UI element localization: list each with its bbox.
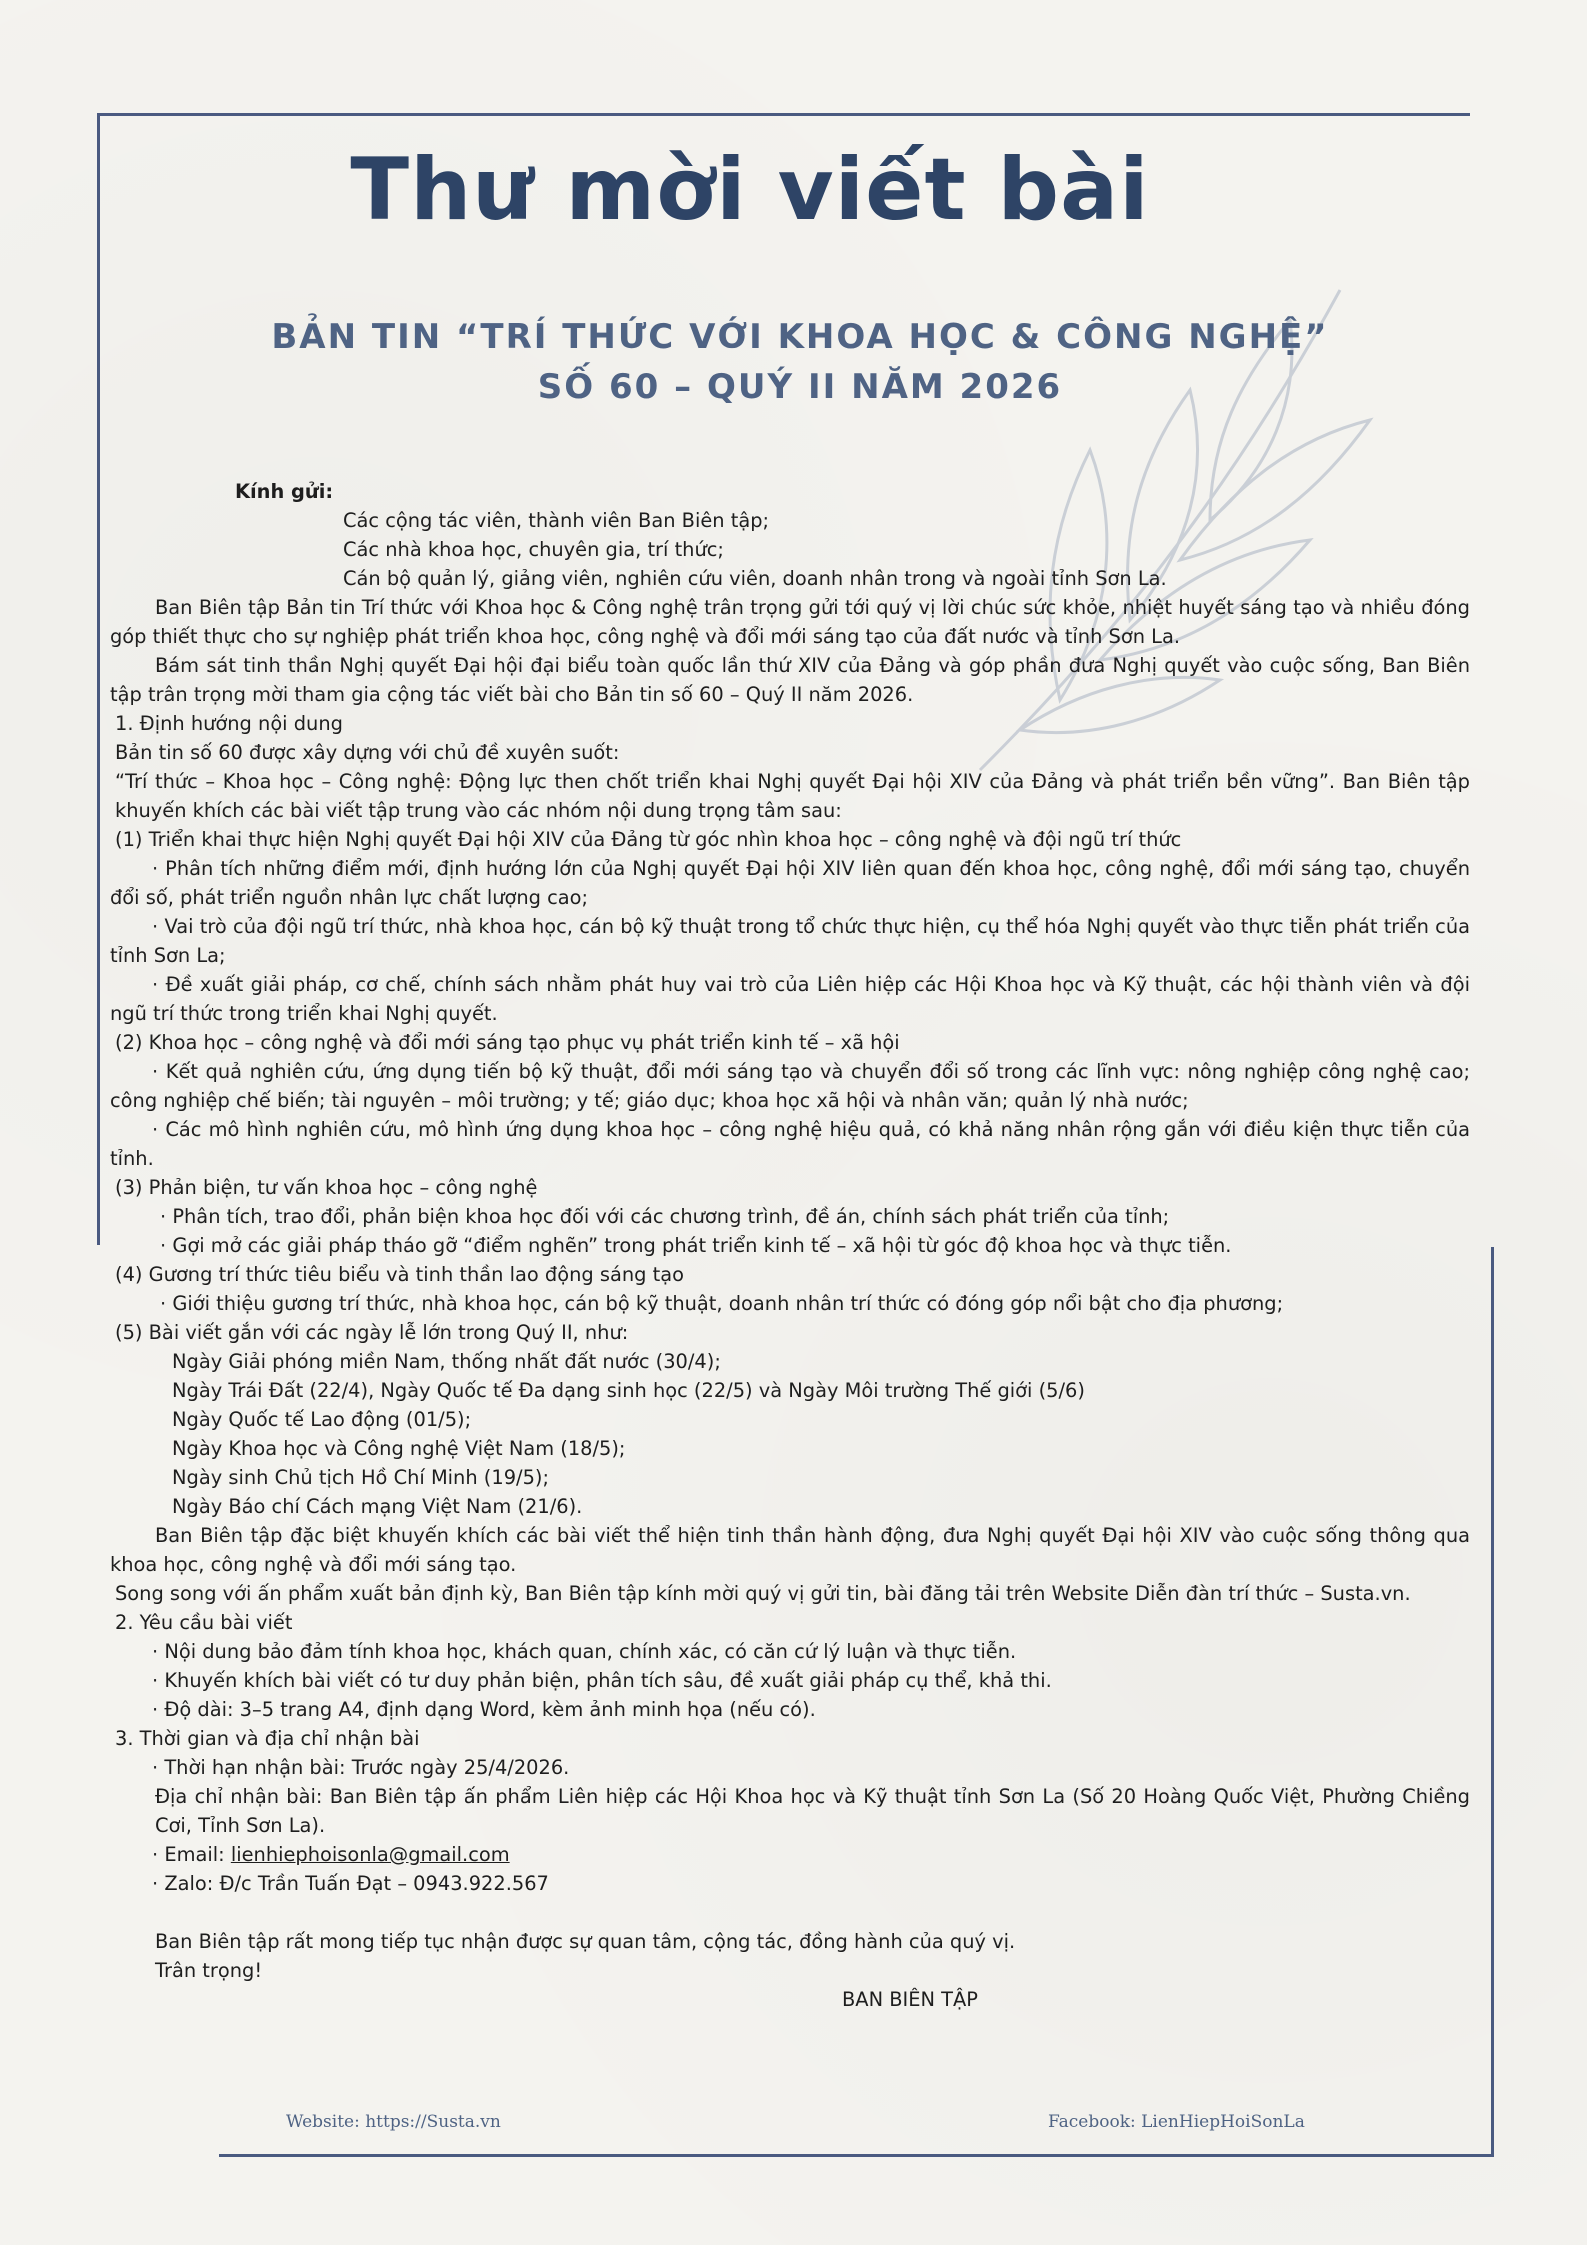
- recipient-line: Các cộng tác viên, thành viên Ban Biên tập;: [343, 509, 770, 532]
- regards: Trân trọng!: [155, 1959, 263, 1982]
- bullet-item: · Vai trò của đội ngũ trí thức, nhà khoa học, cán bộ kỹ thuật trong tổ chức thực hiện, cụ thể hóa Nghị quyết vào thực tiễn phát triển của tỉnh Sơn La;: [110, 915, 1470, 967]
- theme-paragraph: “Trí thức – Khoa học – Công nghệ: Động lực then chốt triển khai Nghị quyết Đại hội XIV của Đảng và phát triển bền vững”. Ban Biên tập khuyến khích các bài viết tập trung vào các nhóm nội dung trọng tâm sau:: [115, 770, 1470, 822]
- frame-top-line: [97, 113, 1470, 116]
- page-title: Thư mời viết bài: [350, 140, 1150, 240]
- address-paragraph: Địa chỉ nhận bài: Ban Biên tập ấn phẩm Liên hiệp các Hội Khoa học và Kỹ thuật tỉnh Sơn La (Số 20 Hoàng Quốc Việt, Phường Chiềng Cơi, Tỉnh Sơn La).: [155, 1785, 1470, 1837]
- footer-website[interactable]: Website: https://Susta.vn: [286, 2112, 501, 2132]
- bullet-item: · Các mô hình nghiên cứu, mô hình ứng dụng khoa học – công nghệ hiệu quả, có khả năng nhân rộng gắn với điều kiện thực tiễn của tỉnh.: [110, 1118, 1470, 1170]
- signature: BAN BIÊN TẬP: [842, 1988, 978, 2011]
- zalo-item: · Zalo: Đ/c Trần Tuấn Đạt – 0943.922.567: [152, 1872, 549, 1895]
- intro-paragraph: Bám sát tinh thần Nghị quyết Đại hội đại biểu toàn quốc lần thứ XIV của Đảng và góp phần đưa Nghị quyết vào cuộc sống, Ban Biên tập trân trọng mời tham gia cộng tác viết bài cho Bản tin số 60 – Quý II năm 2026.: [110, 654, 1470, 706]
- intro-paragraph: Ban Biên tập Bản tin Trí thức với Khoa học & Công nghệ trân trọng gửi tới quý vị lời chúc sức khỏe, nhiệt huyết sáng tạo và nhiều đóng góp thiết thực cho sự nghiệp phát triển khoa học, công nghệ và đổi mới sáng tạo của đất nước và tỉnh Sơn La.: [110, 596, 1470, 648]
- frame-bottom-line: [219, 2154, 1494, 2157]
- recipient-line: Cán bộ quản lý, giảng viên, nghiên cứu viên, doanh nhân trong và ngoài tỉnh Sơn La.: [343, 567, 1167, 590]
- subtitle-issue: SỐ 60 – QUÝ II NĂM 2026: [537, 367, 1063, 407]
- section-heading: 3. Thời gian và địa chỉ nhận bài: [115, 1727, 420, 1750]
- email-link[interactable]: lienhiephoisonla@gmail.com: [230, 1843, 510, 1866]
- holiday-item: Ngày Quốc tế Lao động (01/5);: [172, 1408, 472, 1431]
- letter-body: [110, 477, 1470, 2014]
- frame-right-line: [1491, 1247, 1494, 2156]
- topic-heading: (5) Bài viết gắn với các ngày lễ lớn trong Quý II, như:: [115, 1321, 629, 1344]
- bullet-item: · Kết quả nghiên cứu, ứng dụng tiến bộ kỹ thuật, đổi mới sáng tạo và chuyển đổi số trong các lĩnh vực: nông nghiệp công nghệ cao; công nghiệp chế biến; tài nguyên – môi trường; y tế; giáo dục; khoa học xã hội và nhân văn; quản lý nhà nước;: [110, 1060, 1470, 1112]
- email-label: · Email:: [152, 1843, 231, 1866]
- bullet-item: · Khuyến khích bài viết có tư duy phản biện, phân tích sâu, đề xuất giải pháp cụ thể, khả thi.: [152, 1669, 1052, 1692]
- topic-heading: (4) Gương trí thức tiêu biểu và tinh thần lao động sáng tạo: [115, 1263, 684, 1286]
- email-item: [110, 1840, 1470, 1869]
- topic-heading: (1) Triển khai thực hiện Nghị quyết Đại hội XIV của Đảng từ góc nhìn khoa học – công nghệ và đội ngũ trí thức: [115, 828, 1182, 851]
- holiday-item: Ngày Trái Đất (22/4), Ngày Quốc tế Đa dạng sinh học (22/5) và Ngày Môi trường Thế giới (5/6): [172, 1379, 1085, 1402]
- frame-left-line: [97, 113, 100, 1245]
- bullet-item: · Nội dung bảo đảm tính khoa học, khách quan, chính xác, có căn cứ lý luận và thực tiễn.: [152, 1640, 1017, 1663]
- spacer: [110, 1898, 1470, 1927]
- bullet-item: · Phân tích, trao đổi, phản biện khoa học đối với các chương trình, đề án, chính sách phát triển của tỉnh;: [160, 1205, 1170, 1228]
- recipient-line: Các nhà khoa học, chuyên gia, trí thức;: [343, 538, 724, 561]
- section-heading: 1. Định hướng nội dung: [115, 712, 343, 735]
- deadline-item: · Thời hạn nhận bài: Trước ngày 25/4/2026.: [152, 1756, 570, 1779]
- topic-heading: (3) Phản biện, tư vấn khoa học – công nghệ: [115, 1176, 538, 1199]
- holiday-item: Ngày Báo chí Cách mạng Việt Nam (21/6).: [172, 1495, 583, 1518]
- holiday-item: Ngày sinh Chủ tịch Hồ Chí Minh (19/5);: [172, 1466, 550, 1489]
- section-lead: Bản tin số 60 được xây dựng với chủ đề xuyên suốt:: [115, 741, 620, 764]
- website-note: Song song với ấn phẩm xuất bản định kỳ, Ban Biên tập kính mời quý vị gửi tin, bài đăng tải trên Website Diễn đàn trí thức – Susta.vn.: [115, 1582, 1411, 1605]
- closing-paragraph: Ban Biên tập rất mong tiếp tục nhận được sự quan tâm, cộng tác, đồng hành của quý vị.: [155, 1930, 1016, 1953]
- bullet-item: · Đề xuất giải pháp, cơ chế, chính sách nhằm phát huy vai trò của Liên hiệp các Hội Khoa học và Kỹ thuật, các hội thành viên và đội ngũ trí thức trong triển khai Nghị quyết.: [110, 973, 1470, 1025]
- salutation: Kính gửi:: [235, 480, 334, 503]
- bullet-item: · Giới thiệu gương trí thức, nhà khoa học, cán bộ kỹ thuật, doanh nhân trí thức có đóng góp nổi bật cho địa phương;: [160, 1292, 1284, 1315]
- encourage-paragraph: Ban Biên tập đặc biệt khuyến khích các bài viết thể hiện tinh thần hành động, đưa Nghị quyết Đại hội XIV vào cuộc sống thông qua khoa học, công nghệ và đổi mới sáng tạo.: [110, 1524, 1470, 1576]
- topic-heading: (2) Khoa học – công nghệ và đổi mới sáng tạo phục vụ phát triển kinh tế – xã hội: [115, 1031, 900, 1054]
- subtitle-newsletter-name: BẢN TIN “TRÍ THỨC VỚI KHOA HỌC & CÔNG NGHỆ”: [271, 317, 1329, 357]
- holiday-item: Ngày Giải phóng miền Nam, thống nhất đất nước (30/4);: [172, 1350, 721, 1373]
- section-heading: 2. Yêu cầu bài viết: [115, 1611, 293, 1634]
- holiday-item: Ngày Khoa học và Công nghệ Việt Nam (18/5);: [172, 1437, 626, 1460]
- bullet-item: · Gợi mở các giải pháp tháo gỡ “điểm nghẽn” trong phát triển kinh tế – xã hội từ góc độ khoa học và thực tiễn.: [160, 1234, 1232, 1257]
- footer-facebook[interactable]: Facebook: LienHiepHoiSonLa: [1048, 2112, 1305, 2132]
- bullet-item: · Phân tích những điểm mới, định hướng lớn của Nghị quyết Đại hội XIV liên quan đến khoa học, công nghệ, đổi mới sáng tạo, chuyển đổi số, phát triển nguồn nhân lực chất lượng cao;: [110, 857, 1470, 909]
- bullet-item: · Độ dài: 3–5 trang A4, định dạng Word, kèm ảnh minh họa (nếu có).: [152, 1698, 816, 1721]
